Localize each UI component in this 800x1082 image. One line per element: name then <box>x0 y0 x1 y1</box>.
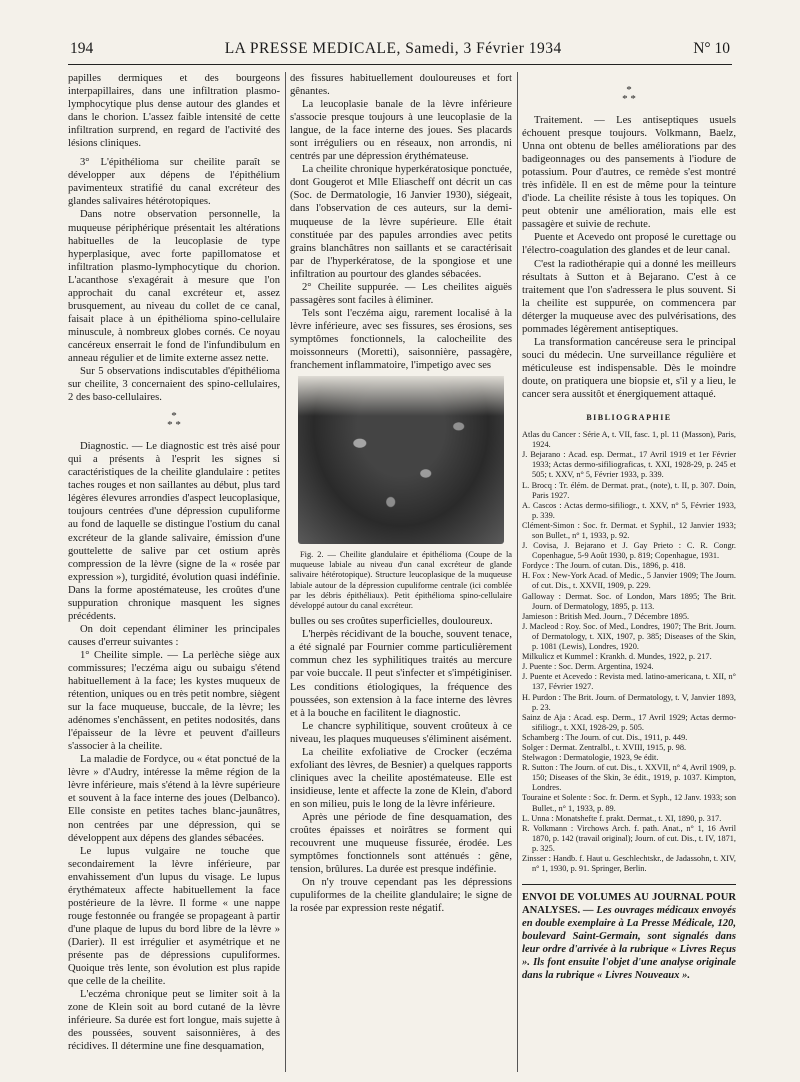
paragraph: 3° L'épithélioma sur cheilite paraît se développer aux dépens de l'épithélium pavimenteux stratifié du canal excréteur des glandes salivaires hétérotopiques. <box>68 157 280 208</box>
bibliography-entry: Solger : Dermat. Zentralbl., t. XVIII, 1915, p. 98. <box>522 742 687 752</box>
paragraph: des fissures habituellement douloureuses et fort gênantes. <box>290 73 512 98</box>
page-number: 194 <box>70 40 94 57</box>
paragraph: L'eczéma chronique peut se limiter soit à la zone de Klein soit au bord cutané de la lèvre inférieure. Sa durée est fort longue, mais sujette à des poussées, souvent saisonnières, à des récidives. Il détermine une fine desquamation, <box>68 989 280 1053</box>
column-1 <box>68 72 280 1053</box>
section-separator: * * * <box>622 84 636 105</box>
paragraph: Le chancre syphilitique, souvent croûteux à ce niveau, les plaques muqueuses s'éliminent aisément. <box>290 720 512 745</box>
bibliography-entry: J. Puente : Soc. Derm. Argentina, 1924. <box>522 662 654 672</box>
histology-micrograph <box>298 376 504 544</box>
bibliography-entry: Atlas du Cancer : Série A, t. VII, fasc. 1, pl. 11 (Masson), Paris, 1924. <box>522 430 736 450</box>
figure-caption: Fig. 2. — Cheilite glandulaire et épithélioma (Coupe de la muqueuse labiale au niveau d'un canal excréteur de glande salivaire hétérotopique). Structure leucoplasique de la muqueuse labiale autour de la dépression cupuliforme centrale (ici comblée par les débris épithéliaux). Petit épithélioma spino-cellulaire développé autour du canal excréteur. <box>290 550 512 611</box>
bibliography-heading: BIBLIOGRAPHIE <box>586 413 672 423</box>
paragraph: La cheilite chronique hyperkératosique ponctuée, dont Gougerot et Mlle Eliascheff ont décrit un cas (Soc. de Dermatologie, 16 Janvier 1930), siégeait, dans l'observation de ces auteurs, sur la demi-muqueuse de la lèvre supérieure. Elle était constituée par des papules arrondies avec petits grains blanchâtres non saillants et se caractérisait par de l'hyperkératose, de la spongiose et une infiltration au pourtour des glandes sébacées. <box>290 164 512 280</box>
paragraph: Le lupus vulgaire ne touche que secondairement la lèvre inférieure, par envahissement d'un lupus du visage. Le lupus érythémateux affecte habituellement la face postérieure de la lèvre. Il forme « une nappe rouge festonnée ou frangée se propageant à partir d'une plaque de lupus du bord libre de la lèvre » (Darier). Il est irrégulier et asymétrique et ne présente pas de dépressions cupuliformes. Quoique très lente, son évolution est plus rapide que celle de la cheilite. <box>68 845 280 988</box>
column-2 <box>290 72 512 915</box>
bibliography-entry: H. Purdon : The Brit. Journ. of Dermatology, t. V, Janvier 1893, p. 23. <box>522 692 736 712</box>
notice-lead: ENVOI DE VOLUMES AU JOURNAL POUR ANALYSES. <box>522 892 736 917</box>
paragraph: 1° Cheilite simple. — La perlèche siège aux commissures; l'eczéma aigu ou subaigu s'étend habituellement à la face; les kystes muqueux de rétention, uniques ou en très petit nombre, siègent sur la face muqueuse, buccale, de la lèvre; les adénomes s'enchâssent, en petites nodosités, dans l'épaisseur de la lèvre et peuvent d'ailleurs s'associer à la cheilite. <box>68 649 280 753</box>
bibliography-entry: J. Macleod : Roy. Soc. of Med., Londres, 1907; The Brit. Journ. of Dermatology, t. XIX, 1907, p. 385; Diseases of the Skin, p. 1081 (Lewis), Londres, 1920. <box>522 621 736 652</box>
bibliography-entry: Stelwagon : Dermatologie, 1923, 9e édit. <box>522 753 659 763</box>
paragraph: La maladie de Fordyce, ou « état ponctué de la lèvre » d'Audry, intéresse la même région de la lèvre inférieure, mais s'étend à la lèvre supérieure et souvent à la face interne des joues (Delbanco). Elle consiste en petites taches blanc-jaunâtres, non centrées par une dépression, qui se développent aux dépens des glandes sébacées. <box>68 754 280 844</box>
column-3 <box>522 72 736 982</box>
bibliography-entry: L. Brocq : Tr. élém. de Dermat. prat., (note), t. II, p. 307. Doin, Paris 1927. <box>522 480 736 500</box>
figure <box>290 376 512 611</box>
bibliography-entry: J. Covisa, J. Bejarano et J. Gay Prieto : C. R. Congr. Copenhague, 5-9 Août 1930, p. 819; Copenhague, 1931. <box>522 541 736 561</box>
bibliography-entry: Touraine et Solente : Soc. fr. Derm. et Syph., 12 Janv. 1933; son Bullet., n° 1, 1933, p. 89. <box>522 793 736 813</box>
paragraph: On n'y trouve cependant pas les dépressions cupuliformes de la cheilite glandulaire; le signe de la rosée par expression reste négatif. <box>290 877 512 915</box>
paragraph: 2° Cheilite suppurée. — Les cheilites aiguës passagères sont faciles à éliminer. <box>290 281 512 306</box>
bibliography-entry: J. Puente et Acevedo : Revista med. latino-americana, t. XII, n° 137, Février 1927. <box>522 672 736 692</box>
header-rule <box>68 64 732 65</box>
page-header <box>70 40 730 62</box>
bibliography-entry: Fordyce : The Journ. of cutan. Dis., 1896, p. 418. <box>522 561 686 571</box>
bibliography-entry: Galloway : Dermat. Soc. of London, Mars 1895; The Brit. Journ. of Dermatology, 1895, p. 113. <box>522 591 736 611</box>
notice-text: — Les ouvrages médicaux envoyés en double exemplaire à La Presse Médicale, 120, boulevard Saint-Germain, sont signalés dans leur ordre d'arrivée à la rubrique « Livres Reçus ». Ils font ensuite l'objet d'une analyse originale dans la rubrique « Livres Nouveaux ». <box>522 905 736 982</box>
paragraph: C'est la radiothérapie qui a donné les meilleurs résultats à Sutton et à Bejarano. C'est à ce traitement que l'on s'adressera le plus souvent. Si la cheilite est suppurée, on commencera par déterger la muqueuse avec des pulvérisations, des pommades légèrement antiseptiques. <box>522 258 736 335</box>
bibliography-entry: Milkulicz et Kummel : Krankh. d. Mundes, 1922, p. 217. <box>522 652 712 662</box>
paragraph: Après une période de fine desquamation, des croûtes épaisses et noirâtres se forment qui recouvrent une muqueuse fissurée, érodée. Les symptômes fonctionnels sont atténués : gêne, tension, brûlures. La durée est presque indéfinie. <box>290 812 512 876</box>
bibliography-entry: L. Unna : Monatshefte f. prakt. Dermat., t. XI, 1890, p. 317. <box>522 813 722 823</box>
bibliography-entry: R. Volkmann : Virchows Arch. f. path. Anat., n° 1, 16 Avril 1870, p. 142 (travail original); Journ. of cut. Dis., t. IV, 1871, p. 325. <box>522 823 736 853</box>
bibliography-entry: H. Fox : New-York Acad. of Medic., 5 Janvier 1909; The Journ. of cut. Dis., t. XXVII, 1909, p. 229. <box>522 571 736 591</box>
section-separator: * * * <box>167 410 181 432</box>
bibliography-list <box>522 430 736 874</box>
paragraph: Tels sont l'eczéma aigu, rarement localisé à la lèvre inférieure, avec ses fissures, ses érosions, ses symptômes fonctionnels, la calocheilite des moissonneurs (Moretti), saisonnière, passagère, franchement inflammatoire, l'impetigo avec ses <box>290 307 512 372</box>
issue-number: N° 10 <box>693 40 730 57</box>
bibliography-entry: Clément-Simon : Soc. fr. Dermat. et Syphil., 12 Janvier 1933; son Bullet., n° 1, 1933, p. 92. <box>522 520 736 541</box>
paragraph-traitement: Traitement. — Les antiseptiques usuels échouent presque toujours. Volkmann, Baelz, Unna ont obtenu de belles améliorations par des badigeonnages ou des pansements à l'iodure de potassium. Pour d'autres, ce remède s'est montré très infidèle. Il en est de même pour la teinture d'iode. La cheilite résiste à tous les topiques. On peut obtenir une amélioration, mais elle est passagère et suivie de rechute. <box>522 115 736 231</box>
bibliography-entry: Sainz de Aja : Acad. esp. Derm., 17 Avril 1929; Actas dermo-sifiliogr., t. XXI, 1928-29, p. 505. <box>522 712 736 732</box>
bibliography-entry: R. Sutton : The Journ. of cut. Dis., t. XXVII, n° 4, Avril 1909, p. 150; Diseases of the Skin, 3e édit., 1919, p. 1037. Kimpton, Londres. <box>522 763 736 793</box>
paragraph: Puente et Acevedo ont proposé le curettage ou l'électro-coagulation des glandes et de leur canal. <box>522 232 736 257</box>
paragraph: Dans notre observation personnelle, la muqueuse périphérique présentait les altérations habituelles de la leucoplasie de type hyperplasique, avec forte papillomatose et infiltration plasmo-lymphocytique du chorion. L'acanthose s'exagérait à mesure que l'on approchait du canal excréteur et, assez brusquement, au niveau du collet de ce canal, faisait place à un épithélioma spino-cellulaire minuscule, à nombreux globes cornés. Ce noyau cancéreux enserrait le fond de l'infundibulum en anneau régulier et de limite externe assez nette. <box>68 209 280 364</box>
bibliography-entry: A. Cascos : Actas dermo-sifiliogr., t. XXV, n° 5, Février 1933, p. 339. <box>522 500 736 520</box>
journal-title: LA PRESSE MEDICALE, Samedi, 3 Février 1934 <box>224 40 562 57</box>
paragraph: papilles dermiques et des bourgeons interpapillaires, dans une infiltration plasmo-lymphocytique plus dense autour des glandes et dans le chorion. L'assez faible intensité de cette infiltration surprend, en regard de l'activité des lésions cliniques. <box>68 73 280 150</box>
paragraph: On doit cependant éliminer les principales causes d'erreur suivantes : <box>68 623 280 648</box>
column-divider <box>285 72 286 1072</box>
bibliography-entry: Jamieson : British Med. Journ., 7 Décembre 1895. <box>522 611 690 621</box>
paragraph: La transformation cancéreuse sera le principal souci du médecin. Une surveillance régulière et méticuleuse est indispensable. Dès le moindre doute, on pratiquera une biopsie et, s'il y a lieu, le cancer sera aussitôt et énergiquement attaqué. <box>522 336 736 400</box>
paragraph: bulles ou ses croûtes superficielles, douloureux. <box>290 616 493 628</box>
paragraph: Sur 5 observations indiscutables d'épithélioma sur cheilite, 3 concernaient des spino-cellulaires, 2 des baso-cellulaires. <box>68 366 280 404</box>
column-divider <box>517 72 518 1072</box>
paragraph: La cheilite exfoliative de Crocker (eczéma exfoliant des lèvres, de Besnier) a quelques rapports cliniques avec la cheilite apostémateuse. Elle est insidieuse, lente et affecte la zone de Klein, d'abord en son milieu, puis le long de la lèvre inférieure. <box>290 746 512 810</box>
paragraph: La leucoplasie banale de la lèvre inférieure s'associe presque toujours à une leucoplasie de la langue, de la face interne des joues. Ses placards sont irréguliers ou en réseaux, non arrondis, ni centrés par une dépression érythémateuse. <box>290 99 512 163</box>
bibliography-entry: J. Bejarano : Acad. esp. Dermat., 17 Avril 1919 et 1er Février 1933; Actas dermo-sifiliograficas, t. XXI, 1928-29, p. 245 et 505; t. XXV, n° 5, Février 1933, p. 339. <box>522 450 736 480</box>
bibliography-entry: Zinsser : Handb. f. Haut u. Geschlechtskr., de Jadassohn, t. XIV, n° 1, 1930, p. 91. Springer, Berlin. <box>522 854 736 874</box>
paragraph: L'herpès récidivant de la bouche, souvent tenace, a été signalé par Fournier comme particulièrement commun chez les syphilitiques traités au mercure par voie buccale. Il peut s'infecter et s'impétiginiser. Les conditions étiologiques, la fréquence des poussées, son extension à la face interne des lèvres et à la bouche en facilitent le diagnostic. <box>290 629 512 719</box>
bibliography-entry: Schamberg : The Journ. of cut. Dis., 1911, p. 449. <box>522 732 688 742</box>
paragraph-diagnostic: Diagnostic. — Le diagnostic est très aisé pour qui a présents à l'esprit les signes si caractéristiques de la cheilite glandulaire : petites taches rouges et non saillantes au début, plus tard légères élevures arrondies d'aspect leucoplasique, toujours centrées d'une dépression cupuliforme au fond de laquelle se distingue l'ostium du canal excréteur de la glande salivaire, émission d'une gouttelette de salive par cet ostium après compression de la lèvre (signe de la « rosée par expression »), turgidité, évolution quasi indéfinie. Dans la forme apostémateuse, les croûtes d'une suppuration chronique masquent les signes précédents. <box>68 441 280 622</box>
notice-box <box>522 884 736 982</box>
